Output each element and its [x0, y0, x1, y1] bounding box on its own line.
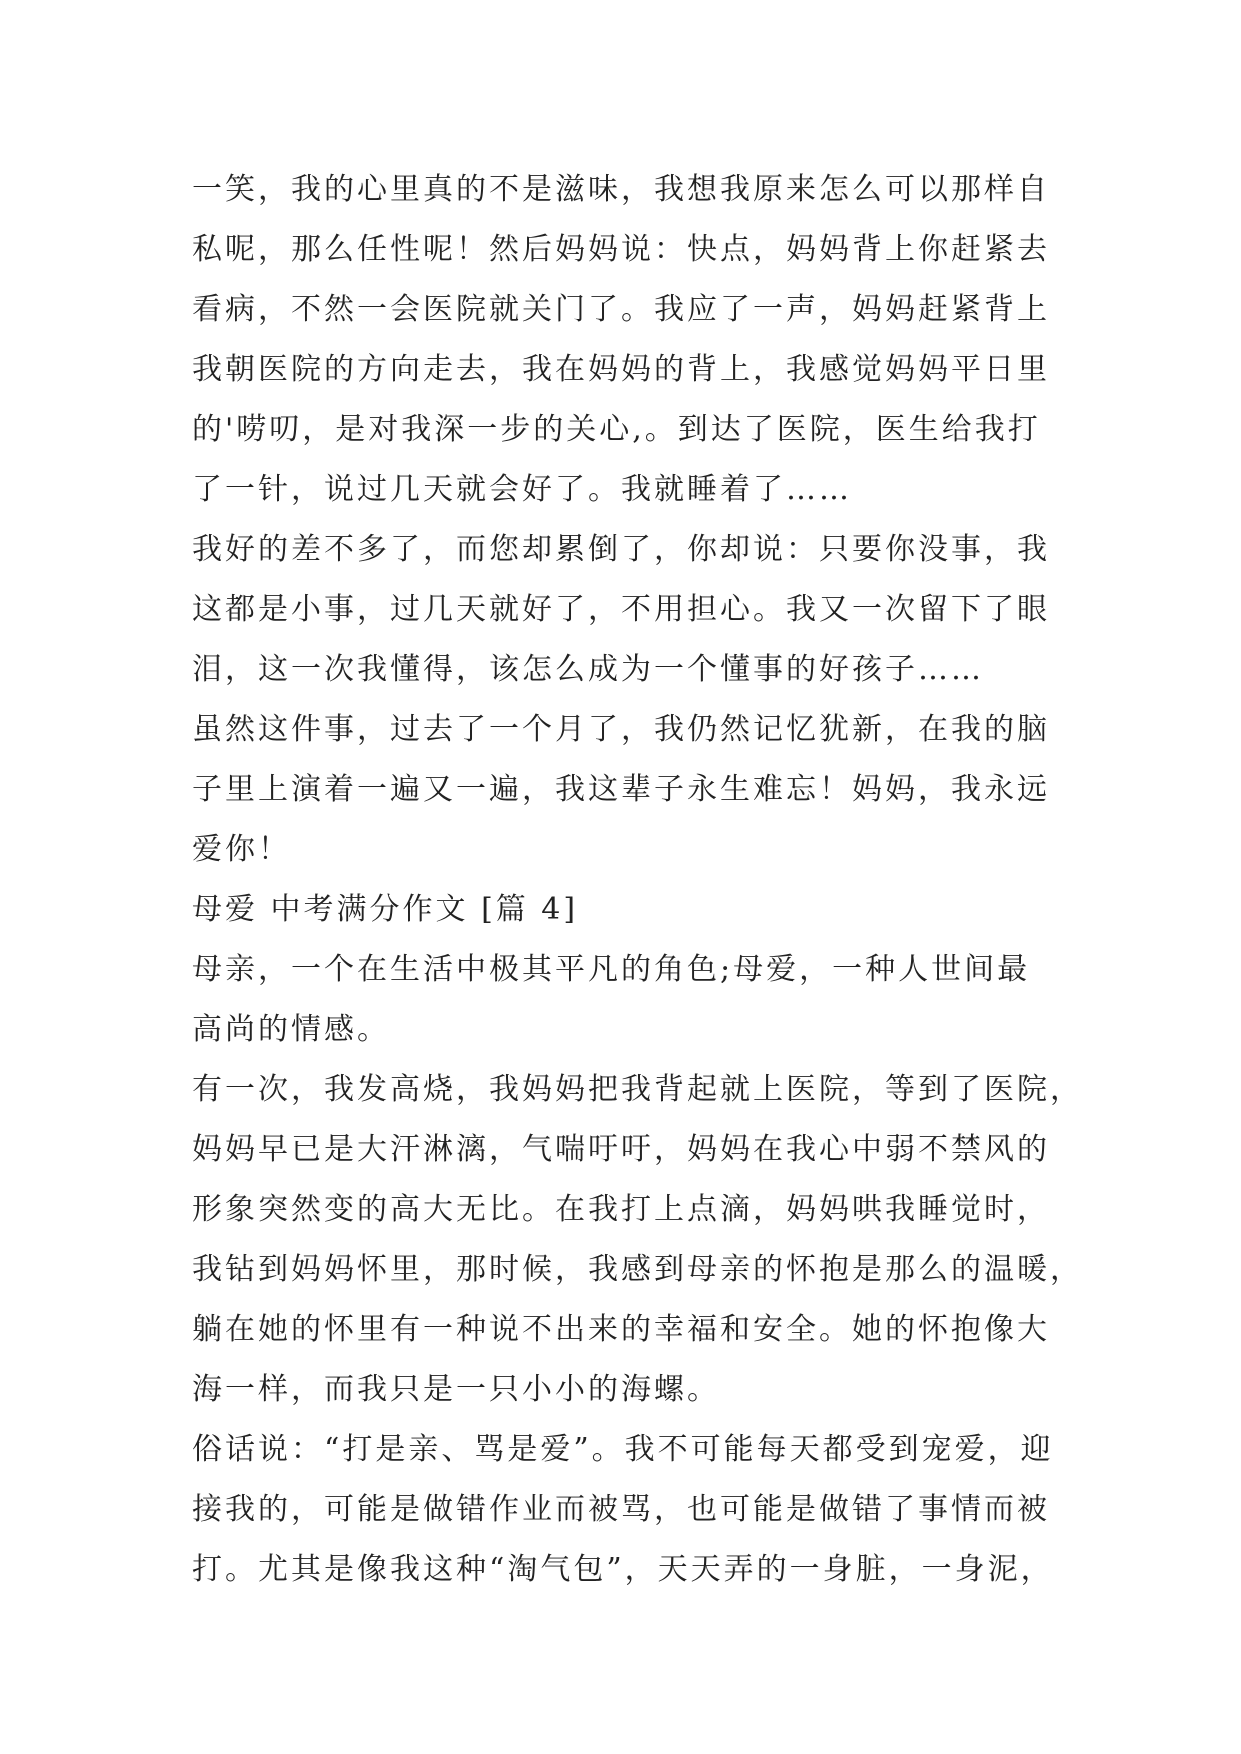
text-line: 子里上演着一遍又一遍，我这辈子永生难忘！妈妈，我永远 [192, 772, 1050, 807]
text-line: 看病，不然一会医院就关门了。我应了一声，妈妈赶紧背上 [192, 292, 1050, 327]
text-line: 这都是小事，过几天就好了，不用担心。我又一次留下了眼 [192, 592, 1050, 627]
text-line: 了一针，说过几天就会好了。我就睡着了…… [192, 472, 852, 507]
text-line: 躺在她的怀里有一种说不出来的幸福和安全。她的怀抱像大 [192, 1312, 1050, 1347]
text-line: 我朝医院的方向走去，我在妈妈的背上，我感觉妈妈平日里 [192, 352, 1050, 387]
text-line: 海一样，而我只是一只小小的海螺。 [192, 1372, 720, 1407]
text-line: 泪，这一次我懂得，该怎么成为一个懂事的好孩子…… [192, 652, 984, 687]
text-line: 爱你！ [192, 832, 291, 867]
text-line: 一笑，我的心里真的不是滋味，我想我原来怎么可以那样自 [192, 172, 1050, 207]
text-line: 接我的，可能是做错作业而被骂，也可能是做错了事情而被 [192, 1492, 1050, 1527]
text-line: 的'唠叨，是对我深一步的关心,。到达了医院，医生给我打 [192, 412, 1041, 447]
section-heading: 母爱 中考满分作文 [篇 4] [192, 892, 579, 927]
text-line: 母亲，一个在生活中极其平凡的角色;母爱，一种人世间最 [192, 952, 1031, 987]
text-line: 妈妈早已是大汗淋漓，气喘吁吁，妈妈在我心中弱不禁风的 [192, 1132, 1050, 1167]
document-body [192, 160, 1083, 1600]
text-line: 我好的差不多了，而您却累倒了，你却说：只要你没事，我 [192, 532, 1050, 567]
text-line: 私呢，那么任性呢！然后妈妈说：快点，妈妈背上你赶紧去 [192, 232, 1050, 267]
text-line: 高尚的情感。 [192, 1012, 390, 1047]
text-line: 虽然这件事，过去了一个月了，我仍然记忆犹新，在我的脑 [192, 712, 1050, 747]
text-line: 形象突然变的高大无比。在我打上点滴，妈妈哄我睡觉时， [192, 1192, 1050, 1227]
text-line: 俗话说：“打是亲、骂是爱”。我不可能每天都受到宠爱，迎 [192, 1432, 1054, 1467]
text-line: 有一次，我发高烧，我妈妈把我背起就上医院，等到了医院， [192, 1072, 1083, 1107]
text-line: 打。尤其是像我这种“淘气包”，天天弄的一身脏，一身泥， [192, 1552, 1054, 1587]
text-line: 我钻到妈妈怀里，那时候，我感到母亲的怀抱是那么的温暖， [192, 1252, 1083, 1287]
